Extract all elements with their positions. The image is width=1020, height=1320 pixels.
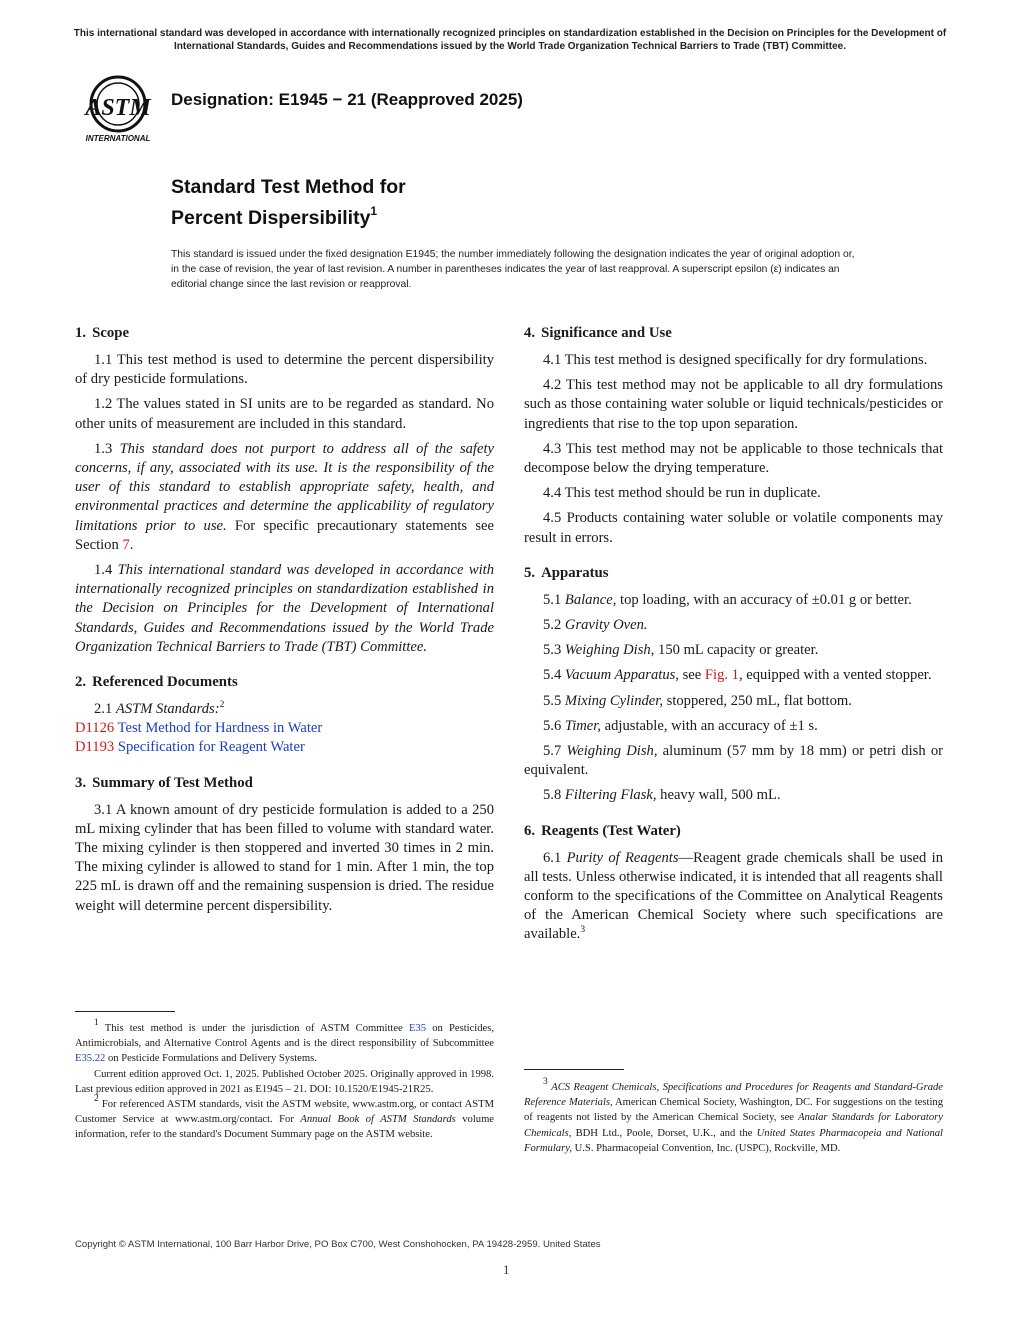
astm-logo-icon bbox=[76, 74, 160, 146]
section-heading: 4. Significance and Use bbox=[524, 325, 672, 341]
paragraph-1-3: 1.3 This standard does not purport to address all of the safety concerns, if any, associated with its use. It is the responsibility of the user of this standard to establish appropriate safety, health, and environmental practices and determine the applicability of regulatory limitations prior to use. For specific precautionary statements see Section 7. bbox=[75, 440, 494, 553]
apparatus-item: 5.8 Filtering Flask, heavy wall, 500 mL. bbox=[543, 787, 781, 804]
logo-letters: ASTM bbox=[85, 95, 151, 121]
left-column bbox=[75, 324, 494, 932]
section-scope bbox=[75, 324, 494, 657]
reference-d1193[interactable]: D1193 Specification for Reagent Water bbox=[75, 739, 305, 756]
section-heading: 1. Scope bbox=[75, 325, 130, 341]
section-significance bbox=[524, 324, 943, 548]
footnote-1: $^1$ This test method is under the jurisdiction of ASTM Committee E35 on Pesticides, Antimicrobials, and Alternative Control Agents and is the direct responsibility of Subcommittee E35.22 on Pesticide Formulations and Delivery Systems. bbox=[75, 1018, 495, 1065]
section-heading: 2. Referenced Documents bbox=[75, 674, 238, 691]
title-text: Percent Dispersibility bbox=[171, 207, 371, 229]
apparatus-item: 5.6 Timer, adjustable, with an accuracy of ±1 s. bbox=[543, 717, 818, 734]
footnote-divider bbox=[75, 1011, 175, 1012]
document-title bbox=[171, 175, 406, 230]
title-footnote-mark: 1 bbox=[370, 204, 378, 218]
e35-22-link[interactable]: E35.22 bbox=[75, 1053, 106, 1065]
section-reagents bbox=[524, 822, 943, 945]
copyright: Copyright © ASTM International, 100 Barr Harbor Drive, PO Box C700, West Conshohocken, PA 19428-2959. United States bbox=[75, 1239, 601, 1250]
title-line-1: Standard Test Method for bbox=[171, 176, 406, 198]
fig-1-link[interactable]: Fig. 1 bbox=[704, 667, 739, 684]
section-referenced-documents bbox=[75, 673, 494, 758]
footnote-2: $^2$ For referenced ASTM standards, visit the ASTM website, www.astm.org, or contact ASTM Customer Service at www.astm.org/contact. For Annual Book of ASTM Standards volume information, refer to the standard's Document Summary page on the ASTM website. bbox=[75, 1094, 495, 1141]
apparatus-item: 5.4 Vacuum Apparatus, see Fig. 1, equipped with a vented stopper. bbox=[543, 667, 932, 684]
paragraph-1-1: 1.1 This test method is used to determine the percent dispersibility of dry pesticide formulations. bbox=[75, 352, 494, 388]
reference-d1126[interactable]: D1126 Test Method for Hardness in Water bbox=[75, 720, 323, 737]
paragraph-4-1: 4.1 This test method is designed specifically for dry formulations. bbox=[543, 352, 928, 368]
title-line-2 bbox=[171, 199, 406, 230]
apparatus-item: 5.5 Mixing Cylinder, stoppered, 250 mL, flat bottom. bbox=[543, 692, 852, 709]
header-notice: This international standard was developed in accordance with internationally recognized principles on standardization established in the Decision on Principles for the Development of International Standards, Guides and Recommendations issued by the World Trade Organization Technical Barriers to Trade (TBT) Committee. bbox=[73, 28, 947, 52]
e35-link[interactable]: E35 bbox=[408, 1023, 427, 1034]
apparatus-item: 5.7 Weighing Dish, aluminum (57 mm by 18 mm) or petri dish or equivalent. bbox=[524, 743, 943, 779]
apparatus-item: 5.3 Weighing Dish, 150 mL capacity or greater. bbox=[543, 642, 819, 659]
paragraph-3-1: 3.1 A known amount of dry pesticide formulation is added to a 250 mL mixing cylinder that has been filled to volume with standard water. The mixing cylinder is then stoppered and inverted 30 times in 2 min. The mixing cylinder is allowed to stand for 1 min. After 1 min, the top 225 mL is drawn off and the remaining suspension is dried. The residue weight will determine percent dispersibility. bbox=[75, 801, 494, 914]
page-number: 1 bbox=[503, 1262, 510, 1277]
paragraph-4-3: 4.3 This test method may not be applicable to those technicals that decompose below the drying temperature. bbox=[524, 440, 943, 477]
paragraph-4-2: 4.2 This test method may not be applicable to all dry formulations such as those containing water soluble or liquid technicals/pesticides or ingredients that rise to the top upon separation. bbox=[524, 377, 943, 432]
footnote-divider bbox=[524, 1069, 624, 1070]
paragraph-1-2: 1.2 The values stated in SI units are to be regarded as standard. No other units of measurement are included in this standard. bbox=[75, 396, 494, 432]
footnotes-right bbox=[524, 1077, 943, 1156]
right-column bbox=[524, 324, 943, 961]
footnote-3: $^3$ ACS Reagent Chemicals, Specifications and Procedures for Reagents and Standard-Grade Reference Materials, American Chemical Society, Washington, DC. For suggestions on the testing of reagents not listed by the American Chemical Society, see Analar Standards for Laboratory Chemicals, BDH Ltd., Poole, Dorset, U.K., and the United States Pharmacopeia and National Formulary, U.S. Pharmacopeial Convention, Inc. (USPC), Rockville, MD. bbox=[524, 1077, 943, 1154]
section-7-link[interactable]: 7 bbox=[122, 536, 130, 553]
section-heading: 6. Reagents (Test Water) bbox=[524, 822, 681, 839]
section-heading: 5. Apparatus bbox=[524, 564, 609, 581]
logo-sub: INTERNATIONAL bbox=[85, 134, 151, 143]
footnote-1-edition: Current edition approved Oct. 1, 2025. Published October 2025. Originally approved in 1998. Last previous edition approved in 2021 as E1945 – 21. DOI: 10.1520/E1945-21R25. bbox=[75, 1068, 494, 1095]
paragraph-2-1: 2.1 ASTM Standards:$^2$ bbox=[94, 700, 225, 718]
section-summary bbox=[75, 774, 494, 916]
apparatus-item: 5.2 Gravity Oven. bbox=[543, 617, 648, 634]
paragraph-4-5: 4.5 Products containing water soluble or volatile components may result in errors. bbox=[524, 510, 943, 546]
apparatus-item: 5.1 Balance, top loading, with an accuracy of ±0.01 g or better. bbox=[543, 591, 912, 608]
section-heading: 3. Summary of Test Method bbox=[75, 774, 253, 791]
section-apparatus bbox=[524, 564, 943, 806]
designation: Designation: E1945 − 21 (Reapproved 2025) bbox=[171, 90, 523, 109]
paragraph-6-1: 6.1 Purity of Reagents—Reagent grade chemicals shall be used in all tests. Unless otherwise indicated, it is intended that all reagents shall conform to the specifications of the Committee on Analytical Reagents of the American Chemical Society where such specifications are available.$^3$ bbox=[524, 849, 943, 943]
paragraph-4-4: 4.4 This test method should be run in duplicate. bbox=[543, 485, 821, 502]
footnotes-left bbox=[75, 1018, 495, 1143]
paragraph-1-4: 1.4 This international standard was developed in accordance with internationally recognized principles on standardization established in the Decision on Principles for the Development of International Standards, Guides and Recommendations issued by the World Trade Organization Technical Barriers to Trade (TBT) Committee. bbox=[75, 562, 495, 655]
issued-note: This standard is issued under the fixed designation E1945; the number immediately following the designation indicates the year of original adoption or, in the case of revision, the year of last revision. A number in parentheses indicates the year of last reapproval. A superscript epsilon (ε) indicates an editorial change since the last revision or reapproval. bbox=[171, 249, 855, 290]
